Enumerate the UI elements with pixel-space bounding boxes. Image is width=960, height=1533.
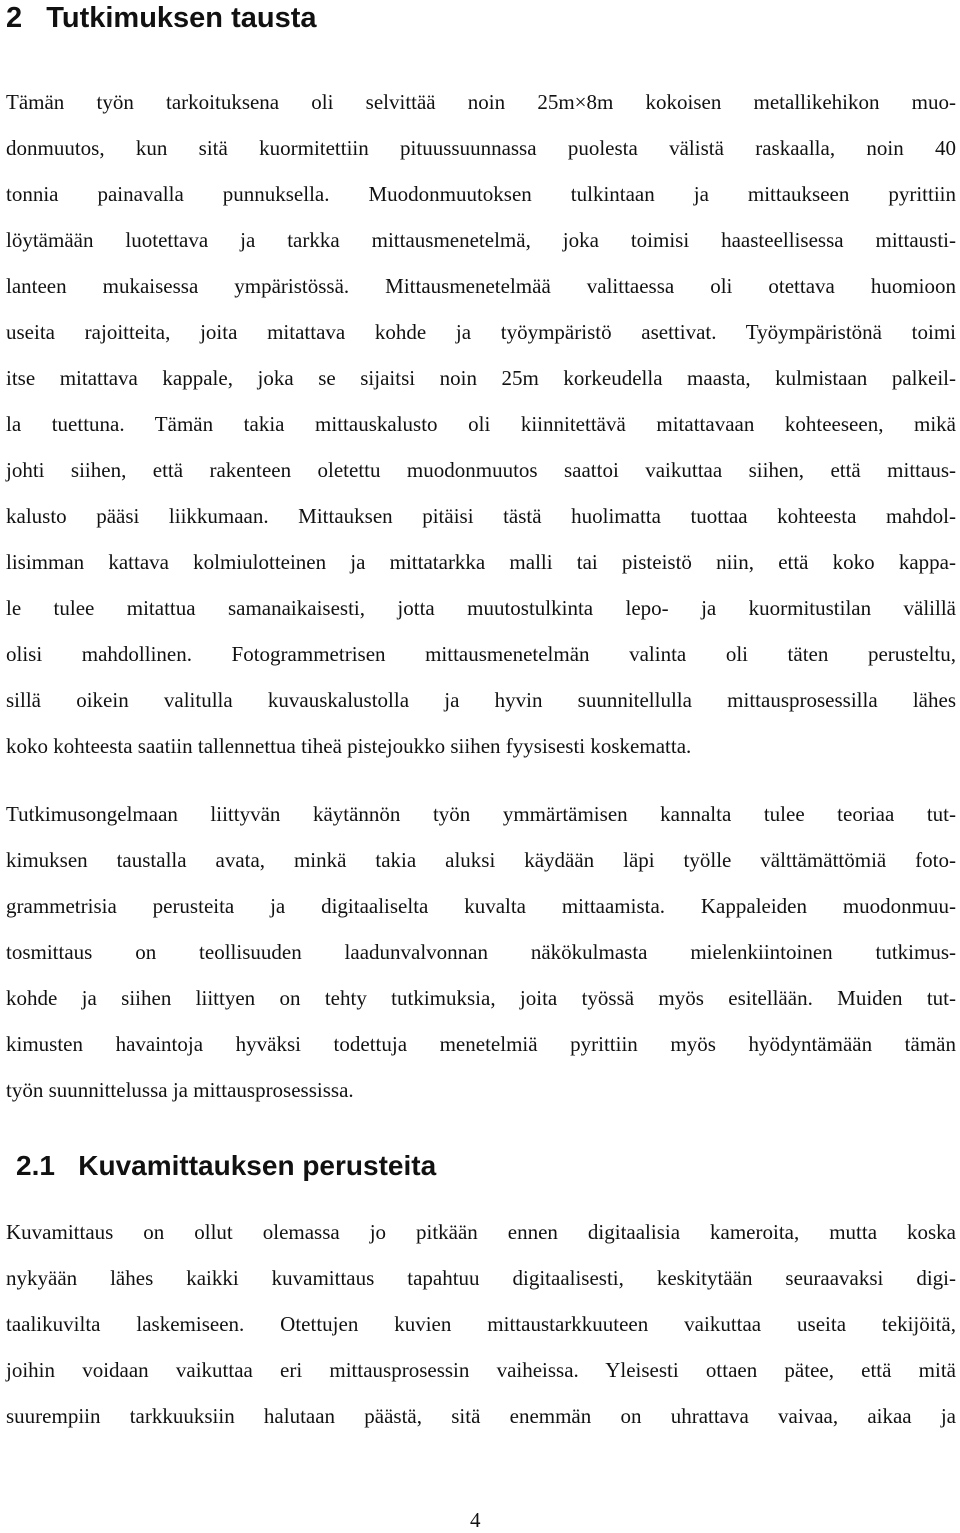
paragraph-line: Kuvamittaus on ollut olemassa jo pitkään ennen digitaalisia kameroita, mutta koska xyxy=(6,1220,956,1244)
paragraph-line: kalusto pääsi liikkumaan. Mittauksen pitäisi tästä huolimatta tuottaa kohteesta mahdol- xyxy=(6,504,956,528)
section-paragraph-1 xyxy=(6,79,956,769)
paragraph-line: Tämän työn tarkoituksena oli selvittää noin 25m×8m kokoisen metallikehikon muo- xyxy=(6,90,956,114)
paragraph-line: tonnia painavalla punnuksella. Muodonmuutoksen tulkintaan ja mittaukseen pyrittiin xyxy=(6,182,956,206)
paragraph-line: grammetrisia perusteita ja digitaaliselta kuvalta mittaamista. Kappaleiden muodonmuu- xyxy=(6,894,956,918)
page-number: 4 xyxy=(470,1508,481,1532)
paragraph-line: la tuettuna. Tämän takia mittauskalusto oli kiinnitettävä mitattavaan kohteeseen, mikä xyxy=(6,412,956,436)
paragraph-line: johti siihen, että rakenteen oletettu muodonmuutos saattoi vaikuttaa siihen, että mittaus- xyxy=(6,458,956,482)
paragraph-line: lanteen mukaisessa ympäristössä. Mittausmenetelmää valittaessa oli otettava huomioon xyxy=(6,274,956,298)
paragraph-line: nykyään lähes kaikki kuvamittaus tapahtuu digitaalisesti, keskitytään seuraavaksi digi- xyxy=(6,1266,956,1290)
paragraph-line: taalikuvilta laskemiseen. Otettujen kuvien mittaustarkkuuteen vaikuttaa useita tekijöitä, xyxy=(6,1312,956,1336)
paragraph-line: suurempiin tarkkuuksiin halutaan päästä, sitä enemmän on uhrattava vaivaa, aikaa ja xyxy=(6,1404,956,1428)
paragraph-line: kohde ja siihen liittyen on tehty tutkimuksia, joita työssä myös esitellään. Muiden tut- xyxy=(6,986,956,1010)
paragraph-line: tosmittaus on teollisuuden laadunvalvonnan näkökulmasta mielenkiintoinen tutkimus- xyxy=(6,940,956,964)
paragraph-line: koko kohteesta saatiin tallennettua tiheä pistejoukko siihen fyysisesti koskematta. xyxy=(6,734,692,758)
paragraph-line: työn suunnittelussa ja mittausprosessissa. xyxy=(6,1078,354,1102)
paragraph-line: sillä oikein valitulla kuvauskalustolla ja hyvin suunnitellulla mittausprosessilla lähes xyxy=(6,688,956,712)
section-heading: 2 Tutkimuksen tausta xyxy=(6,2,317,34)
section-paragraph-2 xyxy=(6,791,956,1113)
paragraph-line: donmuutos, kun sitä kuormitettiin pituussuunnassa puolesta välistä raskaalla, noin 40 xyxy=(6,136,956,160)
paragraph-line: kimuksen taustalla avata, minkä takia aluksi käydään läpi työlle välttämättömiä foto- xyxy=(6,848,956,872)
subsection-paragraph-1 xyxy=(6,1209,956,1439)
paragraph-line: le tulee mitattua samanaikaisesti, jotta muutostulkinta lepo- ja kuormitustilan välillä xyxy=(6,596,956,620)
paragraph-line: lisimman kattava kolmiulotteinen ja mittatarkka malli tai pisteistö niin, että koko kappa- xyxy=(6,550,956,574)
paragraph-line: useita rajoitteita, joita mitattava kohde ja työympäristö asettivat. Työympäristönä toimi xyxy=(6,320,956,344)
paragraph-line: löytämään luotettava ja tarkka mittausmenetelmä, joka toimisi haasteellisessa mittausti- xyxy=(6,228,956,252)
paragraph-line: itse mitattava kappale, joka se sijaitsi noin 25m korkeudella maasta, kulmistaan palkeil- xyxy=(6,366,956,390)
paragraph-line: kimusten havaintoja hyväksi todettuja menetelmiä pyrittiin myös hyödyntämään tämän xyxy=(6,1032,956,1056)
paragraph-line: Tutkimusongelmaan liittyvän käytännön työn ymmärtämisen kannalta tulee teoriaa tut- xyxy=(6,802,956,826)
paragraph-line: olisi mahdollinen. Fotogrammetrisen mittausmenetelmän valinta oli täten perusteltu, xyxy=(6,642,956,666)
paragraph-line: joihin voidaan vaikuttaa eri mittausprosessin vaiheissa. Yleisesti ottaen pätee, että mitä xyxy=(6,1358,956,1382)
subsection-heading: 2.1 Kuvamittauksen perusteita xyxy=(16,1150,437,1181)
